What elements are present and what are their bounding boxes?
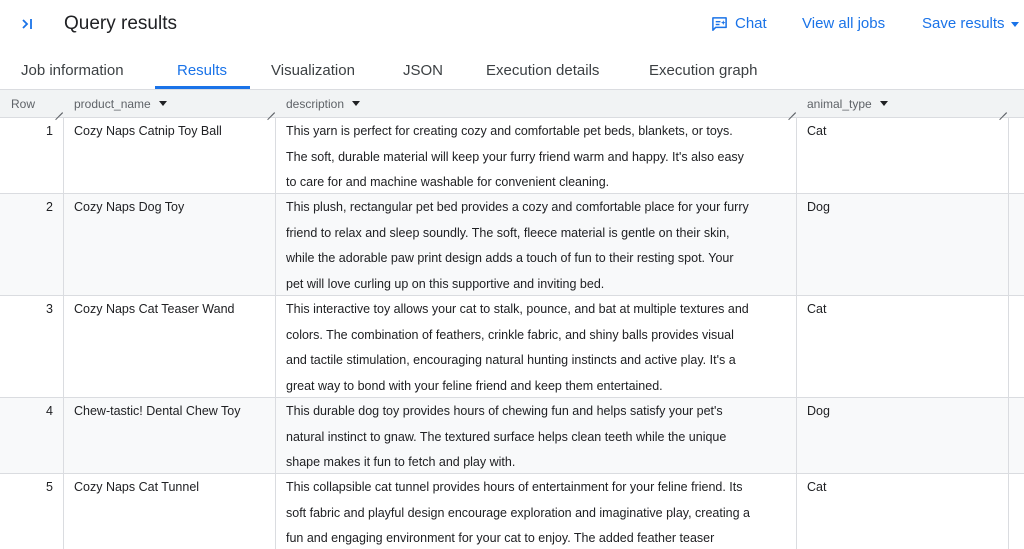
tab-job-information[interactable]: Job information	[21, 62, 124, 79]
column-header-label: product_name	[74, 97, 151, 111]
caret-down-icon	[1011, 22, 1019, 27]
chat-button[interactable]	[711, 14, 767, 34]
tab-visualization[interactable]: Visualization	[271, 62, 355, 79]
column-divider	[796, 194, 797, 295]
tab-execution-graph[interactable]: Execution graph	[649, 62, 758, 79]
cell-description[interactable]	[286, 194, 776, 297]
panel-expand-icon	[21, 18, 35, 30]
description-line: shape makes it fun to fetch and play with.	[286, 455, 516, 469]
column-resize-icon[interactable]	[266, 104, 275, 113]
column-divider	[275, 194, 276, 295]
results-table	[0, 89, 1024, 549]
row-number: 3	[46, 302, 53, 316]
column-divider	[796, 398, 797, 473]
description-line: soft fabric and playful design encourage exploration and imaginative play, creating a	[286, 505, 750, 520]
column-divider	[275, 296, 276, 397]
table-row[interactable]	[0, 398, 1024, 474]
cell-description[interactable]	[286, 296, 776, 399]
cell-animal-type[interactable]: Dog	[807, 200, 830, 214]
row-number: 4	[46, 404, 53, 418]
column-header-product-name[interactable]	[74, 90, 167, 118]
column-divider	[1008, 398, 1009, 473]
description-line: The soft, durable material will keep your furry friend warm and happy. It's also easy	[286, 149, 744, 164]
sort-caret-icon[interactable]	[352, 101, 360, 106]
column-divider	[275, 398, 276, 473]
description-line: and tactile stimulation, encouraging natural hunting instincts and active play. It's a	[286, 353, 736, 367]
cell-product-name[interactable]: Cozy Naps Dog Toy	[74, 200, 185, 214]
cell-description[interactable]	[286, 398, 776, 476]
column-resize-icon[interactable]	[787, 104, 796, 113]
table-row[interactable]	[0, 296, 1024, 398]
column-header-label: Row	[11, 97, 36, 111]
results-header	[0, 0, 1024, 50]
description-line: This yarn is perfect for creating cozy and comfortable pet beds, blankets, or toys.	[286, 124, 733, 138]
table-row[interactable]	[0, 118, 1024, 194]
sort-caret-icon[interactable]	[159, 101, 167, 106]
column-divider	[1008, 118, 1009, 193]
column-divider	[1008, 194, 1009, 295]
description-line: This interactive toy allows your cat to stalk, pounce, and bat at multiple textures and	[286, 302, 749, 316]
column-divider	[275, 474, 276, 549]
tab-json[interactable]: JSON	[403, 62, 444, 79]
column-resize-icon[interactable]	[998, 104, 1007, 113]
chat-label: Chat	[735, 15, 767, 32]
tab-results[interactable]: Results	[177, 62, 228, 79]
view-all-jobs-label: View all jobs	[802, 15, 886, 32]
column-header-label: description	[286, 97, 345, 111]
column-divider	[63, 296, 64, 397]
tab-execution-details[interactable]: Execution details	[486, 62, 600, 79]
table-header	[0, 90, 1024, 118]
save-results-label: Save results	[922, 15, 1005, 32]
description-line: while the adorable paw print design adds a touch of fun to their resting spot. Your	[286, 251, 734, 265]
description-line: This collapsible cat tunnel provides hours of entertainment for your feline friend. Its	[286, 480, 743, 494]
column-divider	[63, 398, 64, 473]
table-row[interactable]	[0, 194, 1024, 296]
column-divider	[275, 118, 276, 193]
cell-product-name[interactable]: Chew-tastic! Dental Chew Toy	[74, 404, 241, 418]
description-line: friend to relax and sleep soundly. The soft, fleece material is gentle on their skin,	[286, 225, 730, 240]
column-header-description[interactable]	[286, 90, 360, 118]
table-row[interactable]	[0, 474, 1024, 549]
cell-description[interactable]	[286, 118, 776, 196]
row-number: 1	[46, 124, 53, 138]
description-line: colors. The combination of feathers, crinkle fabric, and shiny balls provides visual	[286, 327, 734, 342]
column-divider	[63, 118, 64, 193]
chat-sparkle-icon	[711, 16, 728, 33]
column-divider	[796, 474, 797, 549]
cell-product-name[interactable]: Cozy Naps Cat Tunnel	[74, 480, 200, 494]
save-results-button[interactable]	[922, 14, 1019, 34]
cell-animal-type[interactable]: Dog	[807, 404, 830, 418]
cell-animal-type[interactable]: Cat	[807, 124, 827, 138]
column-divider	[63, 474, 64, 549]
description-line: fun and engaging environment for your cat to enjoy. The added feather teaser	[286, 531, 715, 545]
expand-panel-button[interactable]	[16, 12, 40, 36]
column-divider	[796, 118, 797, 193]
description-line: This plush, rectangular pet bed provides a cozy and comfortable place for your furry	[286, 200, 749, 214]
cell-animal-type[interactable]: Cat	[807, 302, 827, 316]
description-line: great way to bond with your feline friend and keep them entertained.	[286, 378, 663, 393]
cell-product-name[interactable]: Cozy Naps Catnip Toy Ball	[74, 124, 222, 138]
column-divider	[63, 194, 64, 295]
description-line: This durable dog toy provides hours of chewing fun and helps satisfy your pet's	[286, 404, 723, 418]
page-title: Query results	[64, 13, 177, 34]
results-tabs	[0, 50, 1024, 89]
column-header-row	[11, 90, 35, 118]
description-line: to care for and machine washable for convenient cleaning.	[286, 175, 610, 189]
column-divider	[796, 296, 797, 397]
row-number: 2	[46, 200, 53, 214]
description-line: natural instinct to gnaw. The textured surface helps clean teeth while the unique	[286, 429, 727, 444]
column-divider	[1008, 474, 1009, 549]
sort-caret-icon[interactable]	[880, 101, 888, 106]
column-resize-icon[interactable]	[54, 104, 63, 113]
view-all-jobs-button[interactable]	[802, 14, 885, 34]
cell-product-name[interactable]: Cozy Naps Cat Teaser Wand	[74, 302, 235, 316]
cell-animal-type[interactable]: Cat	[807, 480, 827, 494]
column-header-label: animal_type	[807, 97, 872, 111]
column-header-animal-type[interactable]	[807, 90, 888, 118]
row-number: 5	[46, 480, 53, 494]
cell-description[interactable]	[286, 474, 776, 549]
column-divider	[1008, 296, 1009, 397]
description-line: pet will love curling up on this supportive and inviting bed.	[286, 276, 605, 291]
